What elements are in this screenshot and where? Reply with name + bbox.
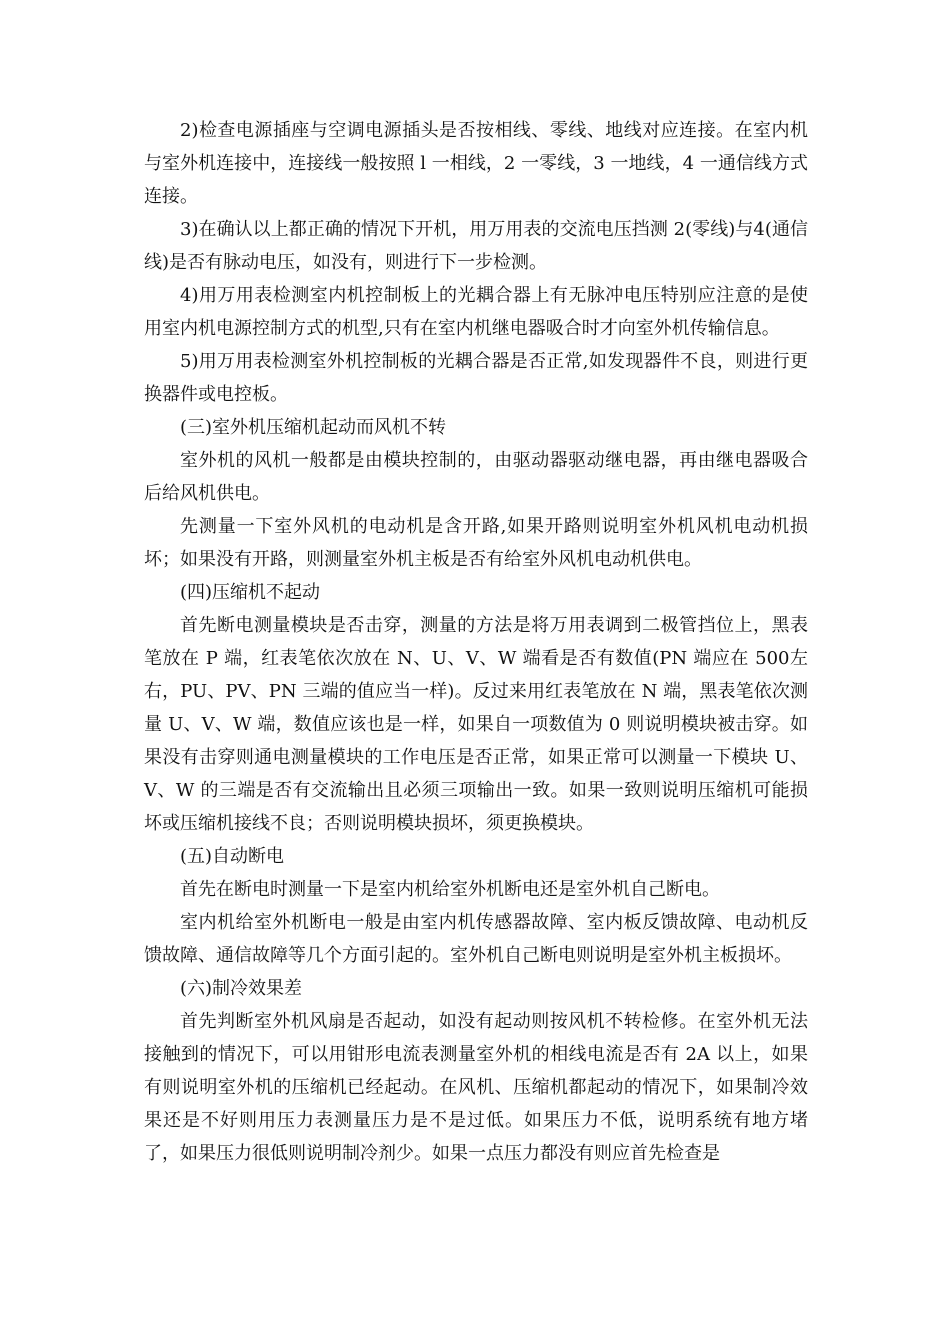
- paragraph-power-off-source: 首先在断电时测量一下是室内机给室外机断电还是室外机自己断电。: [180, 879, 720, 900]
- section-heading-poor-cooling: (六)制冷效果差: [180, 978, 303, 999]
- paragraph-check-power-plug: 2)检查电源插座与空调电源插头是否按相线、零线、地线对应连接。在室内机与室外机连接中，连接线一般按照 l 一相线，2 一零线，3 一地线，4 一通信线方式连接。: [144, 120, 808, 207]
- section-heading-compressor-not-start: (四)压缩机不起动: [180, 582, 321, 603]
- paragraph-module-breakdown-test: 首先断电测量模块是否击穿，测量的方法是将万用表调到二极管挡位上，黑表笔放在 P 端，红表笔依次放在 N、U、V、W 端看是否有数值(PN 端应在 500左右，PU、PV、PN 三端的值应当一样)。反过来用红表笔放在 N 端，黑表笔依次测量 U、V、W 端，数值应该也是一样，如果自一项数值为 0 则说明模块被击穿。如果没有击穿则通电测量模块的工作电压是否正常，如果正常可以测量一下模块 U、V、W 的三端是否有交流输出且必须三项输出一致。如果一致则说明压缩机可能损坏或压缩机接线不良；否则说明模块损坏，须更换模块。: [144, 615, 808, 834]
- paragraph-measure-pulse-voltage: 3)在确认以上都正确的情况下开机，用万用表的交流电压挡测 2(零线)与4(通信线)是否有脉动电压，如没有，则进行下一步检测。: [144, 219, 808, 273]
- paragraph-fan-motor-open-circuit: 先测量一下室外风机的电动机是含开路,如果开路则说明室外机风机电动机损坏；如果没有开路，则测量室外机主板是否有给室外风机电动机供电。: [144, 516, 808, 570]
- section-heading-fan-not-running: (三)室外机压缩机起动而风机不转: [180, 417, 447, 438]
- paragraph-power-off-causes: 室内机给室外机断电一般是由室内机传感器故障、室内板反馈故障、电动机反馈故障、通信故障等几个方面引起的。室外机自己断电则说明是室外机主板损坏。: [144, 912, 808, 966]
- document-body: [144, 114, 808, 1170]
- paragraph-outdoor-optocoupler: 5)用万用表检测室外机控制板的光耦合器是否正常,如发现器件不良，则进行更换器件或电控板。: [144, 351, 808, 405]
- paragraph-fan-module-control: 室外机的风机一般都是由模块控制的，由驱动器驱动继电器，再由继电器吸合后给风机供电。: [144, 450, 808, 504]
- section-heading-auto-power-off: (五)自动断电: [180, 846, 285, 867]
- paragraph-cooling-diagnosis: 首先判断室外机风扇是否起动，如没有起动则按风机不转检修。在室外机无法接触到的情况下，可以用钳形电流表测量室外机的相线电流是否有 2A 以上，如果有则说明室外机的压缩机已经起动。在风机、压缩机都起动的情况下，如果制冷效果还是不好则用压力表测量压力是不是过低。如果压力不低，说明系统有地方堵了，如果压力很低则说明制冷剂少。如果一点压力都没有则应首先检查是: [144, 1011, 808, 1164]
- paragraph-indoor-optocoupler: 4)用万用表检测室内机控制板上的光耦合器上有无脉冲电压特别应注意的是使用室内机电源控制方式的机型,只有在室内机继电器吸合时才向室外机传输信息。: [144, 285, 808, 339]
